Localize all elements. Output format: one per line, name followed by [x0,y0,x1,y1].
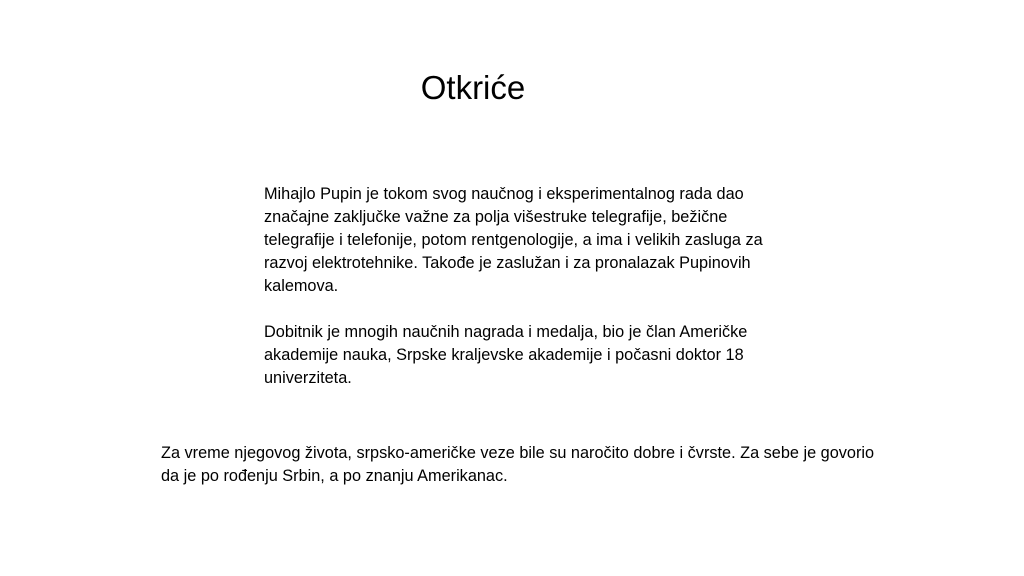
slide-body [264,183,764,390]
footer-paragraph: Za vreme njegovog života, srpsko-američke veze bile su naročito dobre i čvrste. Za sebe je govorio da je po rođenju Srbin, a po znanju Amerikanac. [161,444,875,485]
body-paragraph-1: Mihajlo Pupin je tokom svog naučnog i eksperimentalnog rada dao značajne zaključke važne za polja višestruke telegrafije, bežične telegrafije i telefonije, potom rentgenologije, a ima i velikih zasluga za razvoj elektrotehnike. Takođe je zaslužan i za pronalazak Pupinovih kalemova. [264,185,763,295]
body-paragraph-2: Dobitnik je mnogih naučnih nagrada i medalja, bio je član Američke akademije nauka, Srpske kraljevske akademije i počasni doktor 18 univerziteta. [264,323,748,387]
slide-title: Otkriće [420,69,526,106]
slide-footer-text [161,442,881,488]
